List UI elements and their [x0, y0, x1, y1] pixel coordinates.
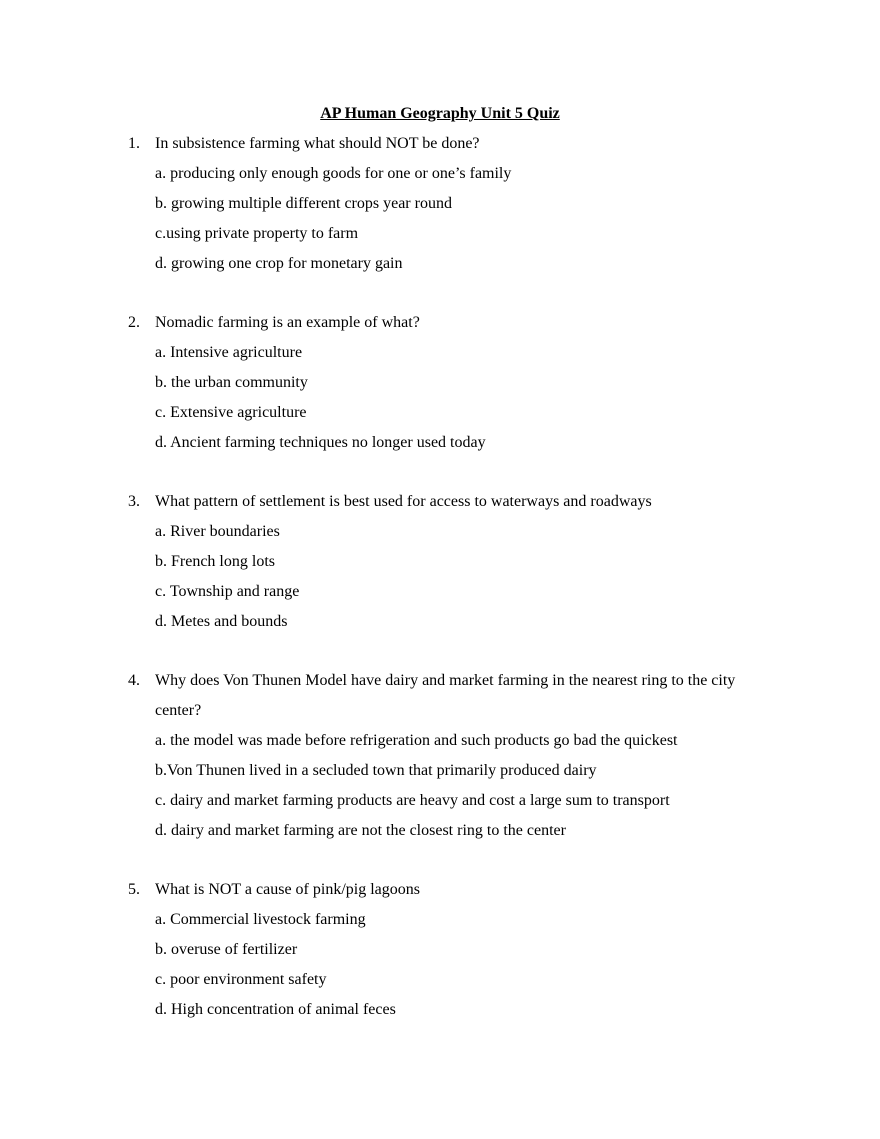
question-text: What is NOT a cause of pink/pig lagoons	[155, 881, 420, 898]
question-5	[0, 875, 880, 1025]
question-text: In subsistence farming what should NOT be done?	[155, 135, 480, 152]
answer-option: c. Township and range	[155, 583, 300, 600]
question-text: What pattern of settlement is best used for access to waterways and roadways	[155, 493, 652, 510]
spacer	[0, 458, 880, 487]
question-1	[0, 129, 880, 279]
answer-option: b.Von Thunen lived in a secluded town that primarily produced dairy	[155, 762, 597, 779]
answer-option: b. overuse of fertilizer	[155, 941, 298, 958]
answer-option: c. poor environment safety	[155, 971, 327, 988]
answer-option: d. High concentration of animal feces	[155, 1001, 396, 1018]
question-text: Why does Von Thunen Model have dairy and market farming in the nearest ring to the city center?	[155, 672, 736, 719]
answer-option: a. Intensive agriculture	[155, 344, 303, 361]
question-number: 2.	[128, 314, 140, 331]
question-4	[0, 666, 880, 846]
answer-option: a. Commercial livestock farming	[155, 911, 366, 928]
answer-option: c. Extensive agriculture	[155, 404, 307, 421]
question-number: 1.	[128, 135, 140, 152]
answer-option: d. Ancient farming techniques no longer used today	[155, 434, 486, 451]
answer-option: b. French long lots	[155, 553, 275, 570]
spacer	[0, 846, 880, 875]
question-number: 3.	[128, 493, 140, 510]
spacer	[0, 279, 880, 308]
answer-option: a. River boundaries	[155, 523, 280, 540]
question-list	[0, 129, 880, 1025]
answer-option: b. the urban community	[155, 374, 308, 391]
answer-option: c. dairy and market farming products are heavy and cost a large sum to transport	[155, 792, 670, 809]
answer-option: c.using private property to farm	[155, 225, 359, 242]
answer-option: d. dairy and market farming are not the closest ring to the center	[155, 822, 566, 839]
answer-option: a. producing only enough goods for one or one’s family	[155, 165, 512, 182]
quiz-title: AP Human Geography Unit 5 Quiz	[320, 105, 560, 122]
answer-option: a. the model was made before refrigeration and such products go bad the quickest	[155, 732, 678, 749]
question-number: 4.	[128, 672, 140, 689]
question-number: 5.	[128, 881, 140, 898]
answer-option: b. growing multiple different crops year round	[155, 195, 452, 212]
answer-option: d. growing one crop for monetary gain	[155, 255, 403, 272]
question-3	[0, 487, 880, 637]
answer-option: d. Metes and bounds	[155, 613, 288, 630]
question-2	[0, 308, 880, 458]
question-text: Nomadic farming is an example of what?	[155, 314, 420, 331]
spacer	[0, 637, 880, 666]
